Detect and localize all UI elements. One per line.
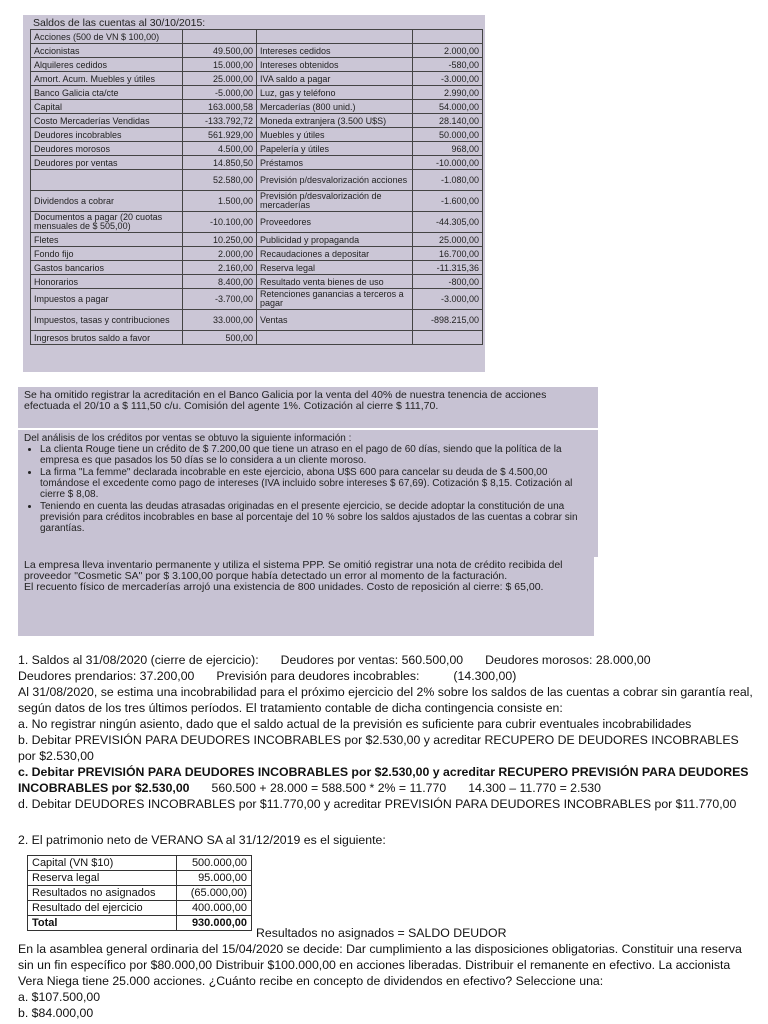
- ledger-value-a: 4.500,00: [183, 142, 257, 156]
- ledger-value-a: 52.580,00: [183, 170, 257, 191]
- ledger-account-b: Retenciones ganancias a terceros a pagar: [257, 289, 413, 310]
- ledger-account-b: Mercaderías (800 unid.): [257, 100, 413, 114]
- ledger-account-b: Publicidad y propaganda: [257, 233, 413, 247]
- q1-deudores-prendarios: Deudores prendarios: 37.200,00: [18, 669, 195, 683]
- ledger-value-b: 16.700,00: [413, 247, 483, 261]
- ledger-value-a: 33.000,00: [183, 310, 257, 331]
- q2-body: En la asamblea general ordinaria del 15/04/2020 se decide: Dar cumplimiento a las disposiciones obligatorias. Constituir una reserva sin un fin específico por $80.000,00 Distribuir $100.000,00 en acciones liberadas. Distribuir el remanente en efectivo. La accionista Vera Niega tiene 25.000 acciones. ¿Cuánto recibe en concepto de dividendos en efectivo? Seleccione una:: [18, 942, 742, 988]
- q1-option-d[interactable]: d. Debitar DEUDORES INCOBRABLES por $11.770,00 y acreditar PREVISIÓN PARA DEUDORES INCOBRABLES por $11.770,00: [18, 797, 737, 811]
- table-row: [31, 275, 483, 289]
- ledger-table: [30, 29, 483, 345]
- ledger-value-b: -898.215,00: [413, 310, 483, 331]
- note-creditos: [18, 430, 598, 557]
- ledger-value-b: [413, 331, 483, 345]
- q1-option-c-calc1: 560.500 + 28.000 = 588.500 * 2% = 11.770: [211, 781, 447, 795]
- table-row: [31, 289, 483, 310]
- ledger-account-a: Ingresos brutos saldo a favor: [31, 331, 183, 345]
- ledger-value-b: 28.140,00: [413, 114, 483, 128]
- ledger-account-b: Papelería y útiles: [257, 142, 413, 156]
- ledger-account-a: Fondo fijo: [31, 247, 183, 261]
- ledger-value-b: -11.315,36: [413, 261, 483, 275]
- ledger-value-a: -5.000,00: [183, 86, 257, 100]
- ledger-account-b: [257, 331, 413, 345]
- ledger-value-b: [413, 30, 483, 44]
- pn-label: Reserva legal: [28, 871, 177, 886]
- ledger-value-a: 10.250,00: [183, 233, 257, 247]
- table-row: [28, 886, 252, 901]
- note-inventario-p2: El recuento físico de mercaderías arrojó una existencia de 800 unidades. Costo de reposición al cierre: $ 65,00.: [24, 581, 544, 593]
- q1-saldos-label: 1. Saldos al 31/08/2020 (cierre de ejercicio):: [18, 653, 259, 667]
- table-row: [31, 331, 483, 345]
- ledger-account-b: Recaudaciones a depositar: [257, 247, 413, 261]
- q1-option-c-calc2: 14.300 – 11.770 = 2.530: [468, 781, 601, 795]
- ledger-value-b: -44.305,00: [413, 212, 483, 233]
- ledger-account-a: Banco Galicia cta/cte: [31, 86, 183, 100]
- note-acciones: [18, 387, 598, 428]
- table-row: [31, 72, 483, 86]
- ledger-account-b: Préstamos: [257, 156, 413, 170]
- list-item: • Teniendo en cuenta las deudas atrasadas originadas en el presente ejercicio, se decide adoptar la constitución de una previsión para créditos incobrables en base al porcentaje del 10 % sobre los saldos ajustados de las cuentas a cobrar sin garantías.: [40, 501, 592, 534]
- ledger-account-b: Muebles y útiles: [257, 128, 413, 142]
- ledger-value-a: 14.850,50: [183, 156, 257, 170]
- q2-title-text: 2. El patrimonio neto de VERANO SA al 31/12/2019 es el siguiente:: [18, 833, 386, 847]
- patrimonio-neto-table: [27, 855, 252, 931]
- ledger-value-b: 2.990,00: [413, 86, 483, 100]
- table-row: [28, 856, 252, 871]
- ledger-account-a: Acciones (500 de VN $ 100,00): [31, 30, 183, 44]
- q2-option-b[interactable]: b. $84.000,00: [18, 1006, 94, 1020]
- ledger-account-b: Ventas: [257, 310, 413, 331]
- pn-value: 500.000,00: [177, 856, 252, 871]
- ledger-value-b: -800,00: [413, 275, 483, 289]
- q1-prevision-label: Previsión para deudores incobrables:: [216, 669, 420, 683]
- table-row: [31, 191, 483, 212]
- ledger-account-a: Deudores por ventas: [31, 156, 183, 170]
- ledger-account-a: Impuestos, tasas y contribuciones: [31, 310, 183, 331]
- question-2-title: [18, 832, 758, 848]
- ledger-value-b: -1.080,00: [413, 170, 483, 191]
- table-row: [28, 871, 252, 886]
- ledger-account-b: Intereses obtenidos: [257, 58, 413, 72]
- ledger-account-a: Alquileres cedidos: [31, 58, 183, 72]
- q1-line2: [18, 668, 758, 684]
- ledger-account-a: Deudores incobrables: [31, 128, 183, 142]
- q2-side-note: Resultados no asignados = SALDO DEUDOR: [256, 926, 507, 940]
- ledger-value-a: 49.500,00: [183, 44, 257, 58]
- ledger-value-a: 8.400,00: [183, 275, 257, 289]
- ledger-value-a: 1.500,00: [183, 191, 257, 212]
- ledger-value-a: 25.000,00: [183, 72, 257, 86]
- ledger-account-a: Amort. Acum. Muebles y útiles: [31, 72, 183, 86]
- ledger-account-a: Costo Mercaderías Vendidas: [31, 114, 183, 128]
- q2-option-a[interactable]: a. $107.500,00: [18, 990, 101, 1004]
- table-row: [31, 247, 483, 261]
- table-row: [31, 100, 483, 114]
- table-row: [31, 156, 483, 170]
- q1-option-c-text: c. Debitar PREVISIÓN PARA DEUDORES INCOBRABLES por $2.530,00 y acreditar RECUPERO PREVISIÓN PARA DEUDORES INCOBRABLES por $2.530,00: [18, 765, 749, 795]
- ledger-value-a: 15.000,00: [183, 58, 257, 72]
- ledger-account-b: Intereses cedidos: [257, 44, 413, 58]
- table-row: [31, 233, 483, 247]
- pn-value: 930.000,00: [177, 916, 252, 931]
- ledger-account-a: Impuestos a pagar: [31, 289, 183, 310]
- ledger-value-a: 561.929,00: [183, 128, 257, 142]
- ledger-value-b: 25.000,00: [413, 233, 483, 247]
- question-1: [18, 652, 758, 812]
- pn-label: Resultados no asignados: [28, 886, 177, 901]
- list-item: • La clienta Rouge tiene un crédito de $ 7.200,00 que tiene un atraso en el pago de 60 días, siendo que la política de la empresa es que pasados los 50 días se lo considera a un cliente moroso.: [40, 444, 592, 466]
- table-row: [31, 212, 483, 233]
- ledger-title: Saldos de las cuentas al 30/10/2015:: [33, 17, 206, 29]
- table-row: [28, 901, 252, 916]
- pn-value: (65.000,00): [177, 886, 252, 901]
- ledger-value-a: 163.000,58: [183, 100, 257, 114]
- table-row: [31, 128, 483, 142]
- ledger-value-a: [183, 30, 257, 44]
- q1-prevision-value: (14.300,00): [453, 669, 517, 683]
- table-row: [31, 310, 483, 331]
- ledger-account-b: Resultado venta bienes de uso: [257, 275, 413, 289]
- pn-value: 95.000,00: [177, 871, 252, 886]
- note-creditos-intro: Del análisis de los créditos por ventas se obtuvo la siguiente información :: [24, 433, 352, 444]
- ledger-value-b: 50.000,00: [413, 128, 483, 142]
- table-row: [31, 170, 483, 191]
- ledger-value-a: -133.792,72: [183, 114, 257, 128]
- q1-option-c[interactable]: [18, 764, 758, 796]
- ledger-account-b: Luz, gas y teléfono: [257, 86, 413, 100]
- q1-body: Al 31/08/2020, se estima una incobrabilidad para el próximo ejercicio del 2% sobre los saldos de las cuentas a cobrar sin garantía real, según datos de los tres últimos períodos. El tratamiento contable de dicha contingencia consiste en:: [18, 685, 753, 715]
- q1-deudores-morosos: Deudores morosos: 28.000,00: [485, 653, 651, 667]
- ledger-value-b: -580,00: [413, 58, 483, 72]
- table-row: [31, 44, 483, 58]
- ledger-account-b: Previsión p/desvalorización de mercaderías: [257, 191, 413, 212]
- pn-label: Resultado del ejercicio: [28, 901, 177, 916]
- ledger-value-b: -10.000,00: [413, 156, 483, 170]
- ledger-photo: [23, 15, 485, 372]
- ledger-account-b: IVA saldo a pagar: [257, 72, 413, 86]
- q1-option-a[interactable]: a. No registrar ningún asiento, dado que el saldo actual de la previsión es suficiente para cubrir eventuales incobrabilidades: [18, 717, 692, 731]
- ledger-account-a: Accionistas: [31, 44, 183, 58]
- ledger-value-b: -1.600,00: [413, 191, 483, 212]
- pn-label: Capital (VN $10): [28, 856, 177, 871]
- ledger-value-a: 500,00: [183, 331, 257, 345]
- ledger-account-a: Documentos a pagar (20 cuotas mensuales de $ 505,00): [31, 212, 183, 233]
- ledger-value-b: 968,00: [413, 142, 483, 156]
- ledger-value-a: -10.100,00: [183, 212, 257, 233]
- question-2-body: [18, 941, 758, 1021]
- pn-label: Total: [28, 916, 177, 931]
- ledger-value-a: -3.700,00: [183, 289, 257, 310]
- ledger-account-a: Honorarios: [31, 275, 183, 289]
- note-inventario-p1: La empresa lleva inventario permanente y utiliza el sistema PPP. Se omitió registrar una nota de crédito recibida del proveedor "Cosmetic SA" por $ 3.100,00 porque había detectado un error al momento de la facturación.: [24, 559, 563, 582]
- note-creditos-list: [24, 444, 592, 534]
- ledger-account-a: Deudores morosos: [31, 142, 183, 156]
- ledger-account-b: Moneda extranjera (3.500 U$S): [257, 114, 413, 128]
- ledger-value-a: 2.000,00: [183, 247, 257, 261]
- note-acciones-text: Se ha omitido registrar la acreditación en el Banco Galicia por la venta del 40% de nuestra tenencia de acciones efectuada el 20/10 a $ 111,50 c/u. Comisión del agente 1%. Cotización al cierre $ 111,70.: [24, 389, 547, 412]
- ledger-account-a: Gastos bancarios: [31, 261, 183, 275]
- list-item: • La firma "La femme" declarada incobrable en este ejercicio, abona U$S 600 para cancelar su deuda de $ 4.500,00 tomándose el excedente como pago de intereses (IVA incluido sobre intereses $ 67,69). Cotización $ 8,15. Cotización al cierre $ 8,08.: [40, 467, 592, 500]
- ledger-account-a: Capital: [31, 100, 183, 114]
- ledger-account-b: [257, 30, 413, 44]
- table-row: [31, 86, 483, 100]
- ledger-value-b: -3.000,00: [413, 72, 483, 86]
- table-row: [31, 114, 483, 128]
- ledger-account-b: Proveedores: [257, 212, 413, 233]
- q1-option-b[interactable]: b. Debitar PREVISIÓN PARA DEUDORES INCOBRABLES por $2.530,00 y acreditar RECUPERO DE DEUDORES INCOBRABLES por $2.530,00: [18, 733, 739, 763]
- ledger-account-a: Dividendos a cobrar: [31, 191, 183, 212]
- q1-line1: [18, 652, 758, 668]
- ledger-value-b: 2.000,00: [413, 44, 483, 58]
- table-row: [31, 30, 483, 44]
- q1-deudores-ventas: Deudores por ventas: 560.500,00: [280, 653, 464, 667]
- ledger-account-b: Reserva legal: [257, 261, 413, 275]
- ledger-account-a: [31, 170, 183, 191]
- ledger-value-a: 2.160,00: [183, 261, 257, 275]
- table-row: [31, 58, 483, 72]
- ledger-account-b: Previsión p/desvalorización acciones: [257, 170, 413, 191]
- table-row: [31, 261, 483, 275]
- ledger-account-a: Fletes: [31, 233, 183, 247]
- ledger-value-b: -3.000,00: [413, 289, 483, 310]
- ledger-value-b: 54.000,00: [413, 100, 483, 114]
- table-row: [28, 916, 252, 931]
- note-inventario: [18, 557, 594, 636]
- table-row: [31, 142, 483, 156]
- pn-value: 400.000,00: [177, 901, 252, 916]
